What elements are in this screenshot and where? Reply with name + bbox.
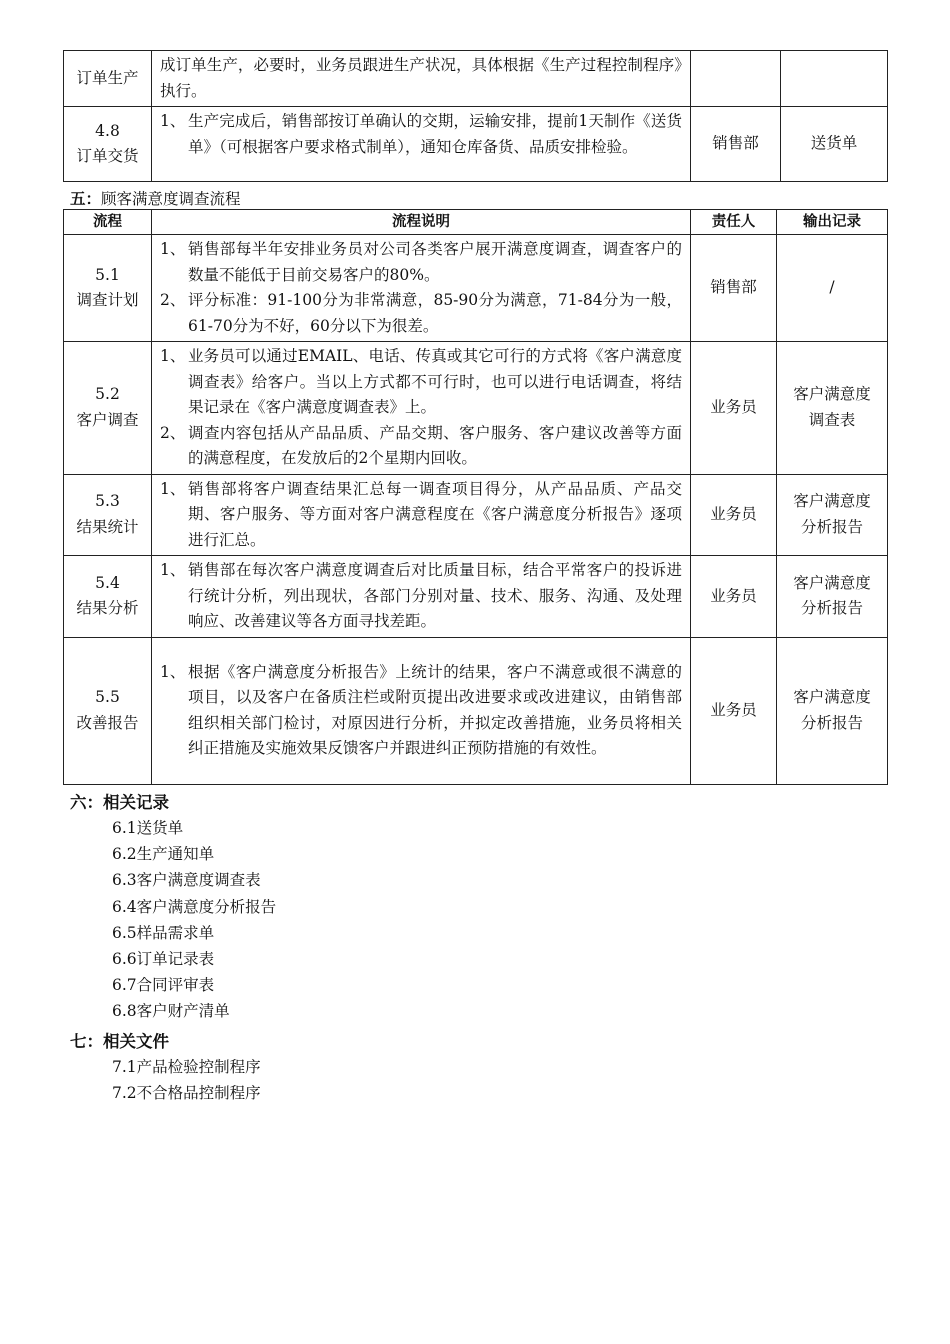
output-cell xyxy=(781,51,888,107)
output-cell xyxy=(777,556,888,638)
table-row xyxy=(64,107,888,182)
item-text: 业务员可以通过EMAIL、电话、传真或其它可行的方式将《客户满意度调查表》给客户。当以上方式都不可行时，也可以进行电话调查，将结果记录在《客户满意度调查表》上。 xyxy=(188,347,682,416)
table-row xyxy=(64,556,888,638)
step-cell xyxy=(64,342,152,475)
step-number: 5.2 xyxy=(95,385,120,404)
description-cell xyxy=(152,556,691,638)
list-item xyxy=(160,344,682,421)
output-cell: / xyxy=(777,235,888,342)
step-cell xyxy=(64,107,152,182)
list-item: 6.4客户满意度分析报告 xyxy=(112,897,277,916)
item-number: 2、 xyxy=(160,423,186,442)
output-cell xyxy=(777,474,888,556)
item-number: 1、 xyxy=(160,662,186,681)
table-header-row xyxy=(64,210,888,235)
section-6-title: 六：相关记录 xyxy=(70,793,169,812)
owner-cell: 销售部 xyxy=(691,107,781,182)
output-record: 客户满意度分析报告 xyxy=(793,688,871,732)
column-header: 输出记录 xyxy=(777,210,888,235)
satisfaction-survey-table xyxy=(63,209,888,785)
step-name: 客户调查 xyxy=(76,410,139,429)
step-number: 4.8 xyxy=(95,121,120,140)
list-item: 6.3客户满意度调查表 xyxy=(112,871,261,890)
step-number: 5.5 xyxy=(95,688,120,706)
section-7-title: 七：相关文件 xyxy=(70,1032,169,1051)
list-item: 6.2生产通知单 xyxy=(112,845,215,864)
description-cell xyxy=(152,474,691,556)
step-cell xyxy=(64,637,152,784)
list-item xyxy=(160,660,682,762)
description-cell xyxy=(152,235,691,342)
item-text: 成订单生产，必要时，业务员跟进生产状况，具体根据《生产过程控制程序》执行。 xyxy=(160,56,682,100)
item-text: 生产完成后，销售部按订单确认的交期，运输安排，提前1天制作《送货单》（可根据客户要求格式制单），通知仓库备货、品质安排检验。 xyxy=(188,112,682,156)
table-row xyxy=(64,235,888,342)
list-item xyxy=(160,53,682,104)
list-item xyxy=(160,558,682,635)
column-header: 流程说明 xyxy=(152,210,691,235)
description-cell xyxy=(152,107,691,182)
list-item: 6.1送货单 xyxy=(112,819,184,837)
list-item: 7.1产品检验控制程序 xyxy=(112,1058,261,1076)
section-number: 五： xyxy=(70,190,102,208)
list-item xyxy=(160,477,682,554)
column-header: 流程 xyxy=(64,210,152,235)
step-cell xyxy=(64,235,152,342)
output-cell xyxy=(777,637,888,784)
output-cell xyxy=(777,342,888,475)
item-text: 销售部每半年安排业务员对公司各类客户展开满意度调查，调查客户的数量不能低于目前交易客户的80%。 xyxy=(188,240,682,284)
owner-cell: 业务员 xyxy=(691,342,777,475)
list-item: 7.2不合格品控制程序 xyxy=(112,1084,261,1103)
description-cell xyxy=(152,342,691,475)
owner-cell xyxy=(691,51,781,107)
item-text: 销售部在每次客户满意度调查后对比质量目标，结合平常客户的投诉进行统计分析，列出现状，各部门分别对量、技术、服务、沟通、及处理响应、改善建议等各方面寻找差距。 xyxy=(188,561,682,630)
output-record: 客户满意度分析报告 xyxy=(793,573,871,618)
step-name: 改善报告 xyxy=(76,713,139,732)
step-name: 订单生产 xyxy=(76,68,139,87)
item-number: 1、 xyxy=(160,240,186,258)
related-records-list xyxy=(112,815,276,1025)
output-record: 客户满意度调查表 xyxy=(793,385,871,429)
table-row xyxy=(64,474,888,556)
item-text: 评分标准：91-100分为非常满意，85-90分为满意，71-84分为一般，61-70分为不好，60分以下为很差。 xyxy=(188,291,682,335)
item-text: 销售部将客户调查结果汇总每一调查项目得分，从产品品质、产品交期、客户服务、等方面对客户满意程度在《客户满意度分析报告》逐项进行汇总。 xyxy=(188,479,682,549)
description-cell xyxy=(152,637,691,784)
table-row xyxy=(64,342,888,475)
list-item xyxy=(160,288,682,339)
related-documents-list xyxy=(112,1054,261,1106)
step-number: 5.1 xyxy=(95,265,120,284)
step-number: 5.4 xyxy=(95,573,120,592)
list-item xyxy=(160,237,682,288)
output-record: 客户满意度分析报告 xyxy=(793,492,871,536)
list-item xyxy=(160,109,682,160)
step-cell xyxy=(64,51,152,107)
output-cell: 送货单 xyxy=(781,107,888,182)
item-number: 1、 xyxy=(160,347,186,365)
item-text: 根据《客户满意度分析报告》上统计的结果，客户不满意或很不满意的项目，以及客户在备质注栏或附页提出改进要求或改进建议，由销售部组织相关部门检讨，对原因进行分析，并拟定改善措施，业务员将相关纠正措施及实施效果反馈客户并跟进纠正预防措施的有效性。 xyxy=(188,662,682,757)
item-text: 调查内容包括从产品品质、产品交期、客户服务、客户建议改善等方面的满意程度，在发放后的2个星期内回收。 xyxy=(188,423,682,467)
step-name: 结果分析 xyxy=(76,599,139,618)
section-title xyxy=(70,188,241,210)
list-item: 6.5样品需求单 xyxy=(112,923,215,942)
item-number: 1、 xyxy=(160,112,186,130)
table-row xyxy=(64,51,888,107)
step-cell xyxy=(64,474,152,556)
column-header: 责任人 xyxy=(691,210,777,235)
owner-cell: 业务员 xyxy=(691,637,777,784)
section-heading: 顾客满意度调查流程 xyxy=(101,190,241,208)
process-table-continued xyxy=(63,50,888,182)
step-number: 5.3 xyxy=(95,492,120,511)
owner-cell: 业务员 xyxy=(691,556,777,638)
step-cell xyxy=(64,556,152,638)
list-item: 6.7合同评审表 xyxy=(112,976,215,995)
table-row xyxy=(64,637,888,784)
description-cell xyxy=(152,51,691,107)
step-name: 调查计划 xyxy=(76,291,139,309)
owner-cell: 销售部 xyxy=(691,235,777,342)
step-name: 订单交货 xyxy=(76,147,139,165)
item-number: 1、 xyxy=(160,479,186,498)
list-item: 6.8客户财产清单 xyxy=(112,1002,230,1021)
list-item: 6.6订单记录表 xyxy=(112,949,215,968)
owner-cell: 业务员 xyxy=(691,474,777,556)
step-name: 结果统计 xyxy=(76,517,139,536)
item-number: 1、 xyxy=(160,561,186,579)
list-item xyxy=(160,421,682,472)
item-number: 2、 xyxy=(160,291,186,309)
